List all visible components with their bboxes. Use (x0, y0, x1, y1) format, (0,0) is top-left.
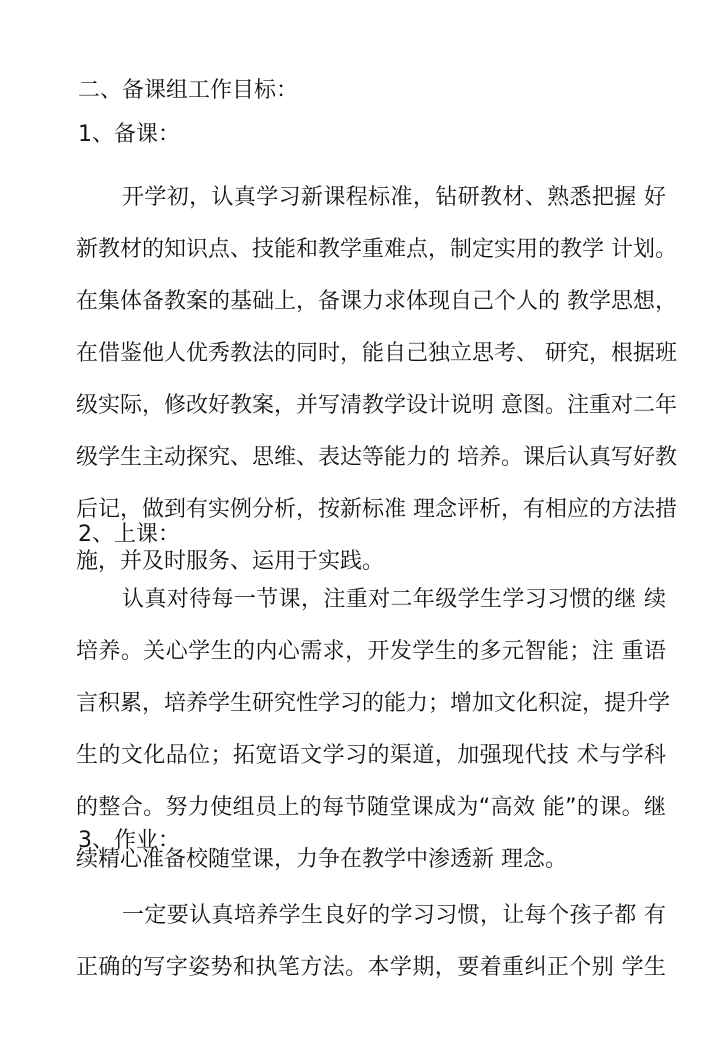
paragraph-line: 在集体备教案的基础上，备课力求体现自己个人的 教学思想， (76, 289, 677, 314)
paragraph-line: 生的文化品位；拓宽语文学习的渠道，加强现代技 术与学科 (76, 743, 666, 768)
paragraph-homework (76, 890, 666, 994)
paragraph-line: 级学生主动探究、思维、表达等能力的 培养。课后认真写好教 (76, 445, 677, 470)
paragraph-line: 言积累，培养学生研究性学习的能力；增加文化积淀，提升学 (76, 691, 671, 716)
paragraph-line: 新教材的知识点、技能和教学重难点，制定实用的教学 计划。 (76, 237, 677, 262)
section-title: 二、备课组工作目标： (78, 78, 299, 103)
paragraph-line: 认真对待每一节课，注重对二年级学生学习习惯的继 续 (122, 587, 666, 612)
item-heading-lesson-prep: 1、备课： (78, 122, 180, 147)
paragraph-line: 后记，做到有实例分析，按新标准 理念评析，有相应的方法措 (76, 497, 677, 522)
paragraph-line: 在借鉴他人优秀教法的同时，能自己独立思考、 研究，根据班 (76, 341, 677, 366)
paragraph-line: 级实际，修改好教案，并写清教学设计说明 意图。注重对二年 (76, 393, 677, 418)
paragraph-line: 施，并及时服务、运用于实践。 (76, 549, 385, 574)
paragraph-line: 开学初，认真学习新课程标准，钻研教材、熟悉把握 好 (122, 185, 666, 210)
item-heading-homework: 3、作业： (78, 828, 180, 853)
paragraph-line: 一定要认真培养学生良好的学习习惯，让每个孩子都 有 (122, 903, 666, 928)
paragraph-line: 的整合。努力使组员上的每节随堂课成为“高效 能”的课。继 (76, 795, 666, 820)
paragraph-line: 培养。关心学生的内心需求，开发学生的多元智能；注 重语 (76, 639, 666, 664)
item-heading-class: 2、上课： (78, 522, 180, 547)
paragraph-line: 正确的写字姿势和执笔方法。本学期，要着重纠正个别 学生 (76, 955, 666, 980)
paragraph-line: 续精心准备校随堂课，力争在教学中渗透新 理念。 (76, 847, 567, 872)
